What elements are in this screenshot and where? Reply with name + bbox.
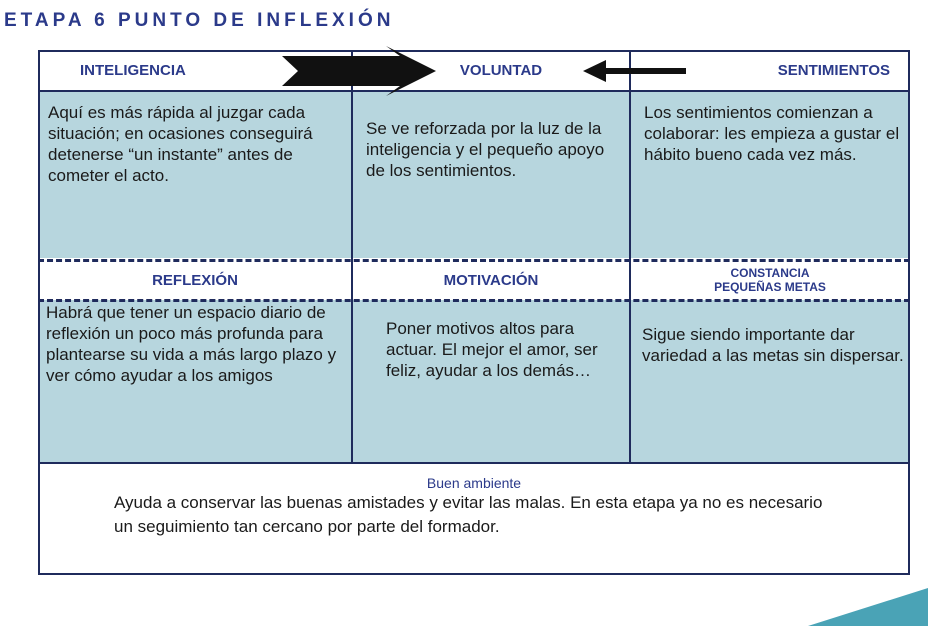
header-sentimientos-label: SENTIMIENTOS <box>777 61 890 79</box>
header-motivacion-label: MOTIVACIÓN <box>443 271 539 289</box>
body-reflexion-text: Habrá que tener un espacio diario de reflexión un poco más profunda para plantearse su vida a más largo plazo y ver cómo ayudar a los amigos <box>46 303 337 385</box>
dashed-top-row2 <box>38 259 910 262</box>
bottom-text: Ayuda a conservar las buenas amistades y evitar las malas. En esta etapa ya no es necesario un seguimiento tan cercano por parte del formador. <box>114 493 823 536</box>
big-arrow-icon <box>282 46 436 96</box>
small-arrow-icon <box>583 60 686 82</box>
corner-decoration <box>808 588 928 628</box>
divider-2 <box>629 50 631 463</box>
arrows-overlay <box>38 42 910 102</box>
bottom-header: Buen ambiente <box>426 475 522 491</box>
body-inteligencia <box>38 90 352 258</box>
header-constancia <box>630 260 910 300</box>
header-pequenas-metas-label: PEQUEÑAS METAS <box>714 280 826 294</box>
body-reflexion <box>38 300 352 463</box>
border-bottom-top <box>38 462 910 464</box>
bottom-panel <box>38 463 910 575</box>
border-right <box>908 50 910 575</box>
dashed-bottom-row2 <box>38 299 910 302</box>
header-reflexion-label: REFLEXIÓN <box>152 271 238 289</box>
body-sentimientos-text: Los sentimientos comienzan a colaborar: les empieza a gustar el hábito bueno cada vez más. <box>644 103 900 164</box>
body-constancia <box>630 300 910 463</box>
body-motivacion-text: Poner motivos altos para actuar. El mejor el amor, ser feliz, ayudar a los demás… <box>386 319 598 380</box>
body-voluntad <box>352 90 630 258</box>
header-voluntad-label: VOLUNTAD <box>459 61 543 79</box>
header-constancia-label: CONSTANCIA <box>730 266 810 280</box>
body-inteligencia-text: Aquí es más rápida al juzgar cada situación; en ocasiones conseguirá detenerse “un instante” antes de cometer el acto. <box>48 103 313 185</box>
diagram-frame <box>38 50 910 575</box>
border-left <box>38 50 40 575</box>
body-voluntad-text: Se ve reforzada por la luz de la inteligencia y el pequeño apoyo de los sentimientos. <box>366 119 605 180</box>
body-constancia-text: Sigue siendo importante dar variedad a las metas sin dispersar. <box>642 325 904 365</box>
body-sentimientos <box>630 90 910 258</box>
body-motivacion <box>352 300 630 463</box>
header-motivacion <box>352 260 630 300</box>
divider-1 <box>351 50 353 463</box>
border-bottom <box>38 573 910 575</box>
page-title: ETAPA 6 PUNTO DE INFLEXIÓN <box>4 10 395 31</box>
header-inteligencia-label: INTELIGENCIA <box>80 61 186 79</box>
header-reflexion <box>38 260 352 300</box>
